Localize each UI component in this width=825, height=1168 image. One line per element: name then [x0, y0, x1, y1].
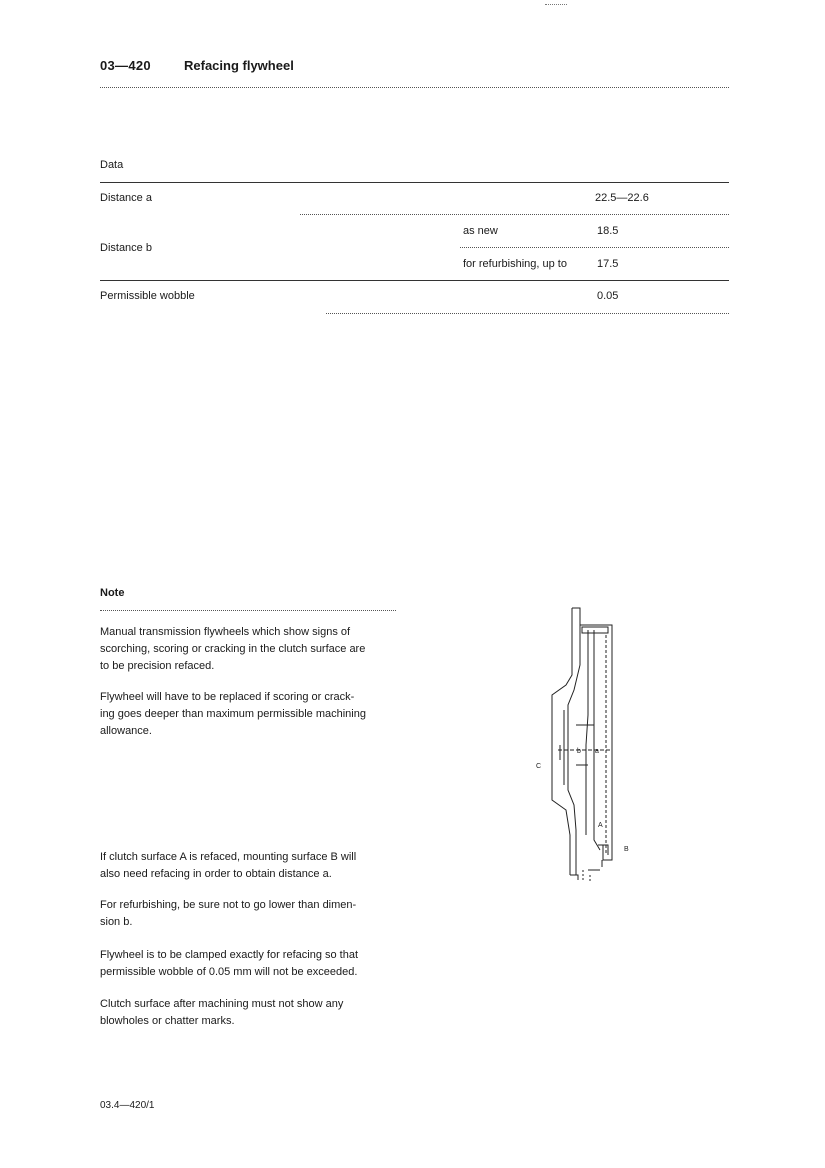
label-a-small: a	[595, 748, 599, 755]
row-rule-2	[460, 247, 729, 248]
text-line: permissible wobble of 0.05 mm will not be exceeded.	[100, 966, 358, 978]
row-rule-3	[100, 280, 729, 281]
label-b-small: b	[577, 748, 581, 755]
note-paragraph-5	[100, 947, 400, 981]
header-rule	[100, 87, 729, 88]
text-line: For refurbishing, be sure not to go lower than dimen-	[100, 899, 357, 911]
text-line: ing goes deeper than maximum permissible machining	[100, 708, 366, 720]
page-id: 03.4—420/1	[100, 1100, 155, 1111]
text-line: If clutch surface A is refaced, mounting surface B will	[100, 851, 357, 863]
note-paragraph-3	[100, 849, 400, 883]
row-value-wobble: 0.05	[597, 290, 619, 302]
row-value-as-new: 18.5	[597, 225, 619, 237]
data-heading: Data	[100, 159, 124, 171]
text-line: Clutch surface after machining must not show any	[100, 998, 344, 1010]
row-label-distance-b: Distance b	[100, 242, 152, 254]
text-line: Flywheel is to be clamped exactly for refacing so that	[100, 949, 359, 961]
note-paragraph-6	[100, 996, 400, 1030]
page-title: Refacing flywheel	[184, 58, 294, 73]
section-code: 03—420	[100, 58, 151, 73]
top-edge-mark	[545, 4, 567, 5]
text-line: sion b.	[100, 916, 133, 928]
row-value-distance-a: 22.5—22.6	[595, 192, 649, 204]
text-line: to be precision refaced.	[100, 660, 215, 672]
note-heading: Note	[100, 587, 125, 599]
text-line: blowholes or chatter marks.	[100, 1015, 235, 1027]
note-paragraph-1	[100, 624, 400, 675]
flywheel-section-drawing	[528, 605, 638, 890]
data-top-rule	[100, 182, 729, 183]
row-condition-as-new: as new	[463, 225, 498, 237]
note-paragraph-4	[100, 897, 400, 931]
text-line: also need refacing in order to obtain distance a.	[100, 868, 332, 880]
text-line: Manual transmission flywheels which show signs of	[100, 626, 351, 638]
label-b: B	[624, 846, 629, 853]
text-line: allowance.	[100, 725, 152, 737]
label-c: C	[536, 763, 542, 770]
row-label-distance-a: Distance a	[100, 192, 152, 204]
row-condition-refurbishing: for refurbishing, up to	[463, 258, 567, 270]
text-line: Flywheel will have to be replaced if scoring or crack-	[100, 691, 355, 703]
row-value-refurbishing: 17.5	[597, 258, 619, 270]
flywheel-section-diagram	[528, 605, 638, 890]
label-a: A	[598, 822, 603, 829]
note-paragraph-2	[100, 689, 400, 740]
row-rule-1	[300, 214, 729, 215]
note-rule	[100, 610, 396, 611]
text-line: scorching, scoring or cracking in the clutch surface are	[100, 643, 366, 655]
data-bottom-rule	[326, 313, 729, 314]
row-label-wobble: Permissible wobble	[100, 290, 195, 302]
